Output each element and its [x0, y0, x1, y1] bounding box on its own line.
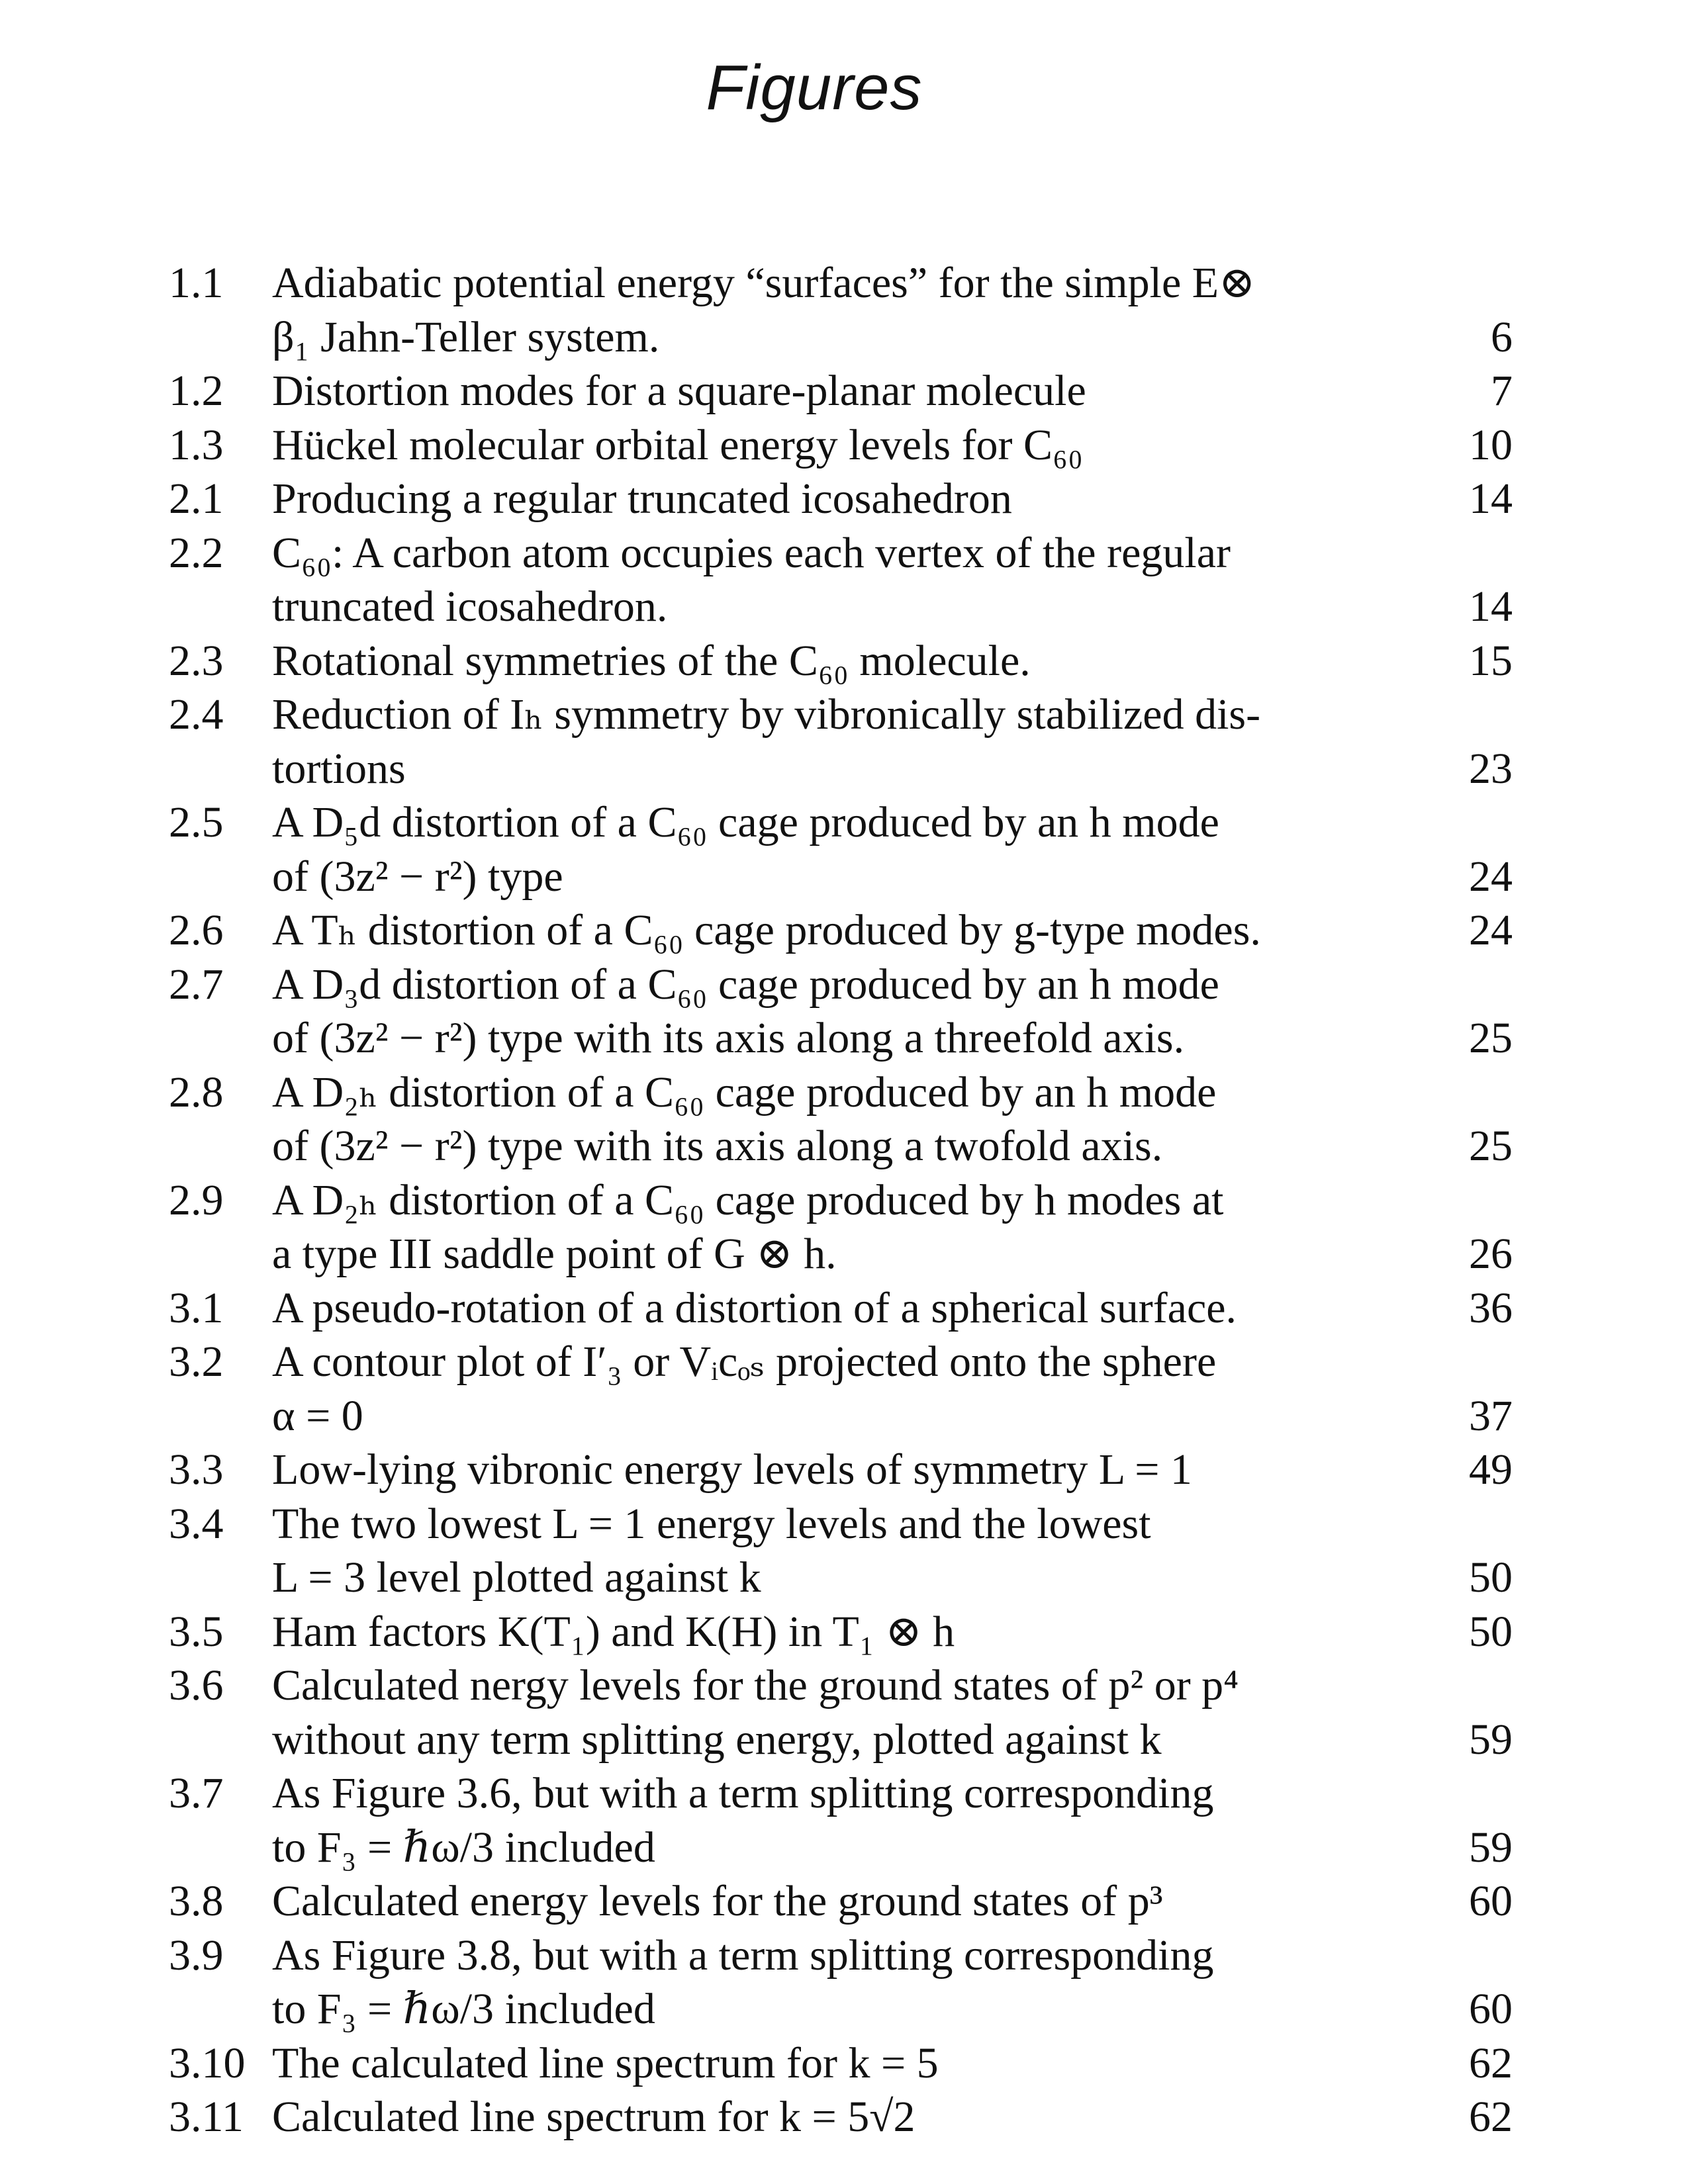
figure-caption-line: β₁ Jahn-Teller system. — [272, 312, 660, 361]
figure-caption-line: The two lowest L = 1 energy levels and the lowest — [272, 1499, 1151, 1548]
page-number: 14 — [1469, 582, 1513, 631]
page-title: Figures — [706, 52, 923, 123]
figure-entry — [169, 1497, 1513, 1605]
page-number: 62 — [1469, 2038, 1513, 2087]
figure-caption-line: Calculated line spectrum for k = 5√2 — [272, 2093, 915, 2141]
figure-caption-line: Calculated energy levels for the ground states of p³ — [272, 1877, 1163, 1925]
figure-number: 3.5 — [169, 1607, 224, 1656]
figure-entry — [169, 2036, 1513, 2091]
page-number: 50 — [1469, 1607, 1513, 1656]
page-number: 15 — [1469, 636, 1513, 685]
figure-caption-line: As Figure 3.8, but with a term splitting corresponding — [272, 1931, 1214, 1979]
figure-entry — [169, 526, 1513, 634]
figure-caption-line: α = 0 — [272, 1391, 363, 1440]
figure-number: 3.9 — [169, 1931, 224, 1979]
figure-caption-line: Producing a regular truncated icosahedron — [272, 475, 1012, 523]
figure-number: 3.8 — [169, 1877, 224, 1925]
figure-caption-line: Low-lying vibronic energy levels of symmetry L = 1 — [272, 1445, 1192, 1494]
page-number: 37 — [1469, 1391, 1513, 1440]
figure-number: 1.1 — [169, 259, 224, 307]
page-number: 59 — [1469, 1715, 1513, 1764]
page-number: 25 — [1469, 1014, 1513, 1062]
figure-caption-line: C₆₀: A carbon atom occupies each vertex of the regular — [272, 528, 1231, 577]
figure-entry — [169, 903, 1513, 958]
page-number: 6 — [1491, 312, 1513, 361]
figure-number: 2.4 — [169, 690, 224, 739]
figure-caption-line: A D₂ₕ distortion of a C₆₀ cage produced by h modes at — [272, 1175, 1224, 1224]
figure-entry — [169, 2090, 1513, 2144]
figure-caption-line: A D₃d distortion of a C₆₀ cage produced by an h mode — [272, 960, 1219, 1009]
figure-number: 1.3 — [169, 420, 224, 469]
figure-caption-line: A Tₕ distortion of a C₆₀ cage produced by g-type modes. — [272, 906, 1261, 954]
page-number: 36 — [1469, 1283, 1513, 1332]
figure-caption-line: Distortion modes for a square-planar molecule — [272, 367, 1086, 415]
figure-caption-line: A pseudo-rotation of a distortion of a spherical surface. — [272, 1283, 1237, 1332]
figure-number: 2.9 — [169, 1175, 224, 1224]
page-number: 59 — [1469, 1823, 1513, 1872]
figure-caption-line: The calculated line spectrum for k = 5 — [272, 2038, 939, 2087]
figure-entry — [169, 688, 1513, 796]
page-number: 25 — [1469, 1122, 1513, 1170]
figure-entry — [169, 364, 1513, 418]
figure-caption-line: to F₃ = ℏω/3 included — [272, 1985, 655, 2033]
figure-number: 2.7 — [169, 960, 224, 1009]
figure-caption-line: Hückel molecular orbital energy levels for C₆₀ — [272, 420, 1084, 469]
figure-caption-line: Calculated nergy levels for the ground states of p² or p⁴ — [272, 1661, 1239, 1709]
figure-number: 3.10 — [169, 2038, 246, 2087]
figure-entry — [169, 256, 1513, 364]
page-number: 26 — [1469, 1230, 1513, 1278]
page-number: 23 — [1469, 744, 1513, 793]
page-number: 14 — [1469, 475, 1513, 523]
figure-caption-line: Adiabatic potential energy “surfaces” for the simple E⊗ — [272, 259, 1256, 307]
page-number: 60 — [1469, 1877, 1513, 1925]
figure-entry — [169, 1173, 1513, 1281]
figure-entry — [169, 796, 1513, 903]
figure-entry — [169, 1874, 1513, 1929]
figure-caption-line: a type III saddle point of G ⊗ h. — [272, 1230, 837, 1278]
figure-caption-line: tortions — [272, 744, 406, 793]
figure-caption-line: A D₅d distortion of a C₆₀ cage produced by an h mode — [272, 798, 1219, 846]
figure-entry — [169, 1929, 1513, 2036]
figure-number: 3.2 — [169, 1338, 224, 1386]
figure-caption-line: truncated icosahedron. — [272, 582, 668, 631]
figure-entry — [169, 1066, 1513, 1173]
figure-number: 2.2 — [169, 528, 224, 577]
figure-caption-line: A contour plot of I′₃ or Vᵢcₒₛ projected onto the sphere — [272, 1338, 1217, 1386]
figure-caption-line: Ham factors K(T₁) and K(H) in T₁ ⊗ h — [272, 1607, 955, 1656]
figure-caption-line: Reduction of Iₕ symmetry by vibronically stabilized dis- — [272, 690, 1261, 739]
figure-entry — [169, 958, 1513, 1066]
figure-entry — [169, 1443, 1513, 1497]
figure-entry — [169, 1766, 1513, 1874]
figure-number: 2.6 — [169, 906, 224, 954]
figure-number: 3.3 — [169, 1445, 224, 1494]
figure-caption-line: L = 3 level plotted against k — [272, 1553, 761, 1602]
figure-entry — [169, 472, 1513, 526]
figure-number: 2.8 — [169, 1068, 224, 1116]
figure-number: 3.6 — [169, 1661, 224, 1709]
figure-caption-line: Rotational symmetries of the C₆₀ molecule. — [272, 636, 1031, 685]
page-number: 60 — [1469, 1985, 1513, 2033]
figure-caption-line: of (3z² − r²) type with its axis along a twofold axis. — [272, 1122, 1163, 1170]
figure-number: 1.2 — [169, 367, 224, 415]
page-number: 7 — [1491, 367, 1513, 415]
figure-caption-line: of (3z² − r²) type with its axis along a threefold axis. — [272, 1014, 1185, 1062]
figure-caption-line: A D₂ₕ distortion of a C₆₀ cage produced by an h mode — [272, 1068, 1217, 1116]
list-of-figures — [169, 256, 1513, 2144]
figure-number: 3.1 — [169, 1283, 224, 1332]
figure-caption-line: As Figure 3.6, but with a term splitting corresponding — [272, 1769, 1214, 1817]
figure-number: 2.1 — [169, 475, 224, 523]
page-number: 24 — [1469, 852, 1513, 901]
figure-caption-line: to F₃ = ℏω/3 included — [272, 1823, 655, 1872]
figure-caption-line: without any term splitting energy, plotted against k — [272, 1715, 1162, 1764]
figure-number: 3.11 — [169, 2093, 244, 2141]
page-number: 24 — [1469, 906, 1513, 954]
figure-entry — [169, 634, 1513, 688]
page-number: 62 — [1469, 2093, 1513, 2141]
figure-entry — [169, 1335, 1513, 1443]
figure-entry — [169, 1281, 1513, 1336]
page-number: 49 — [1469, 1445, 1513, 1494]
page-number: 50 — [1469, 1553, 1513, 1602]
figure-number: 2.5 — [169, 798, 224, 846]
figure-entry — [169, 418, 1513, 473]
page-number: 10 — [1469, 420, 1513, 469]
figure-number: 3.7 — [169, 1769, 224, 1817]
figure-caption-line: of (3z² − r²) type — [272, 852, 563, 901]
figure-entry — [169, 1605, 1513, 1659]
figure-entry — [169, 1659, 1513, 1766]
figure-number: 3.4 — [169, 1499, 224, 1548]
figure-number: 2.3 — [169, 636, 224, 685]
